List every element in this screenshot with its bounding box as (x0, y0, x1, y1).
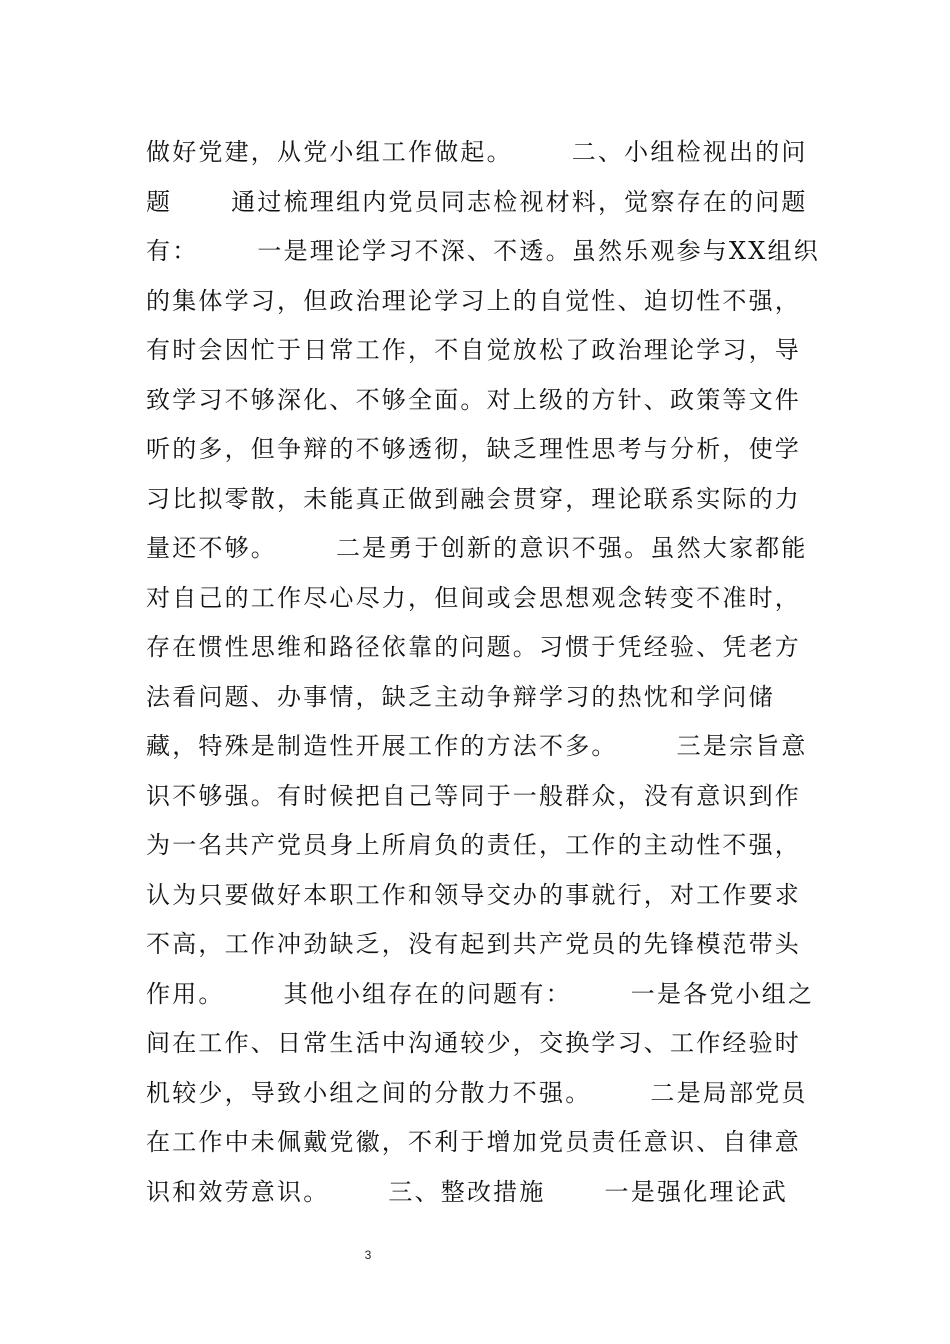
text-line: 藏，特殊是制造性开展工作的方法不多。 三是宗旨意 (146, 732, 808, 760)
text-line: 题 通过梳理组内党员同志检视材料，觉察存在的问题 (146, 187, 808, 216)
text-line: 在工作中未佩戴党徽，不利于增加党员责任意识、自律意 (146, 1128, 801, 1156)
text-line: 有： 一是理论学习不深、不透。虽然乐观参与XX组织 (146, 237, 820, 265)
page-number: 3 (364, 1248, 372, 1262)
text-line: 法看问题、办事情，缺乏主动争辩学习的热忱和学问储 (146, 682, 775, 711)
text-line: 识不够强。有时候把自己等同于一般群众，没有意识到作 (146, 781, 801, 810)
text-line: 认为只要做好本职工作和领导交办的事就行，对工作要求 (146, 880, 801, 909)
text-line: 为一名共产党员身上所肩负的责任，工作的主动性不强， (146, 831, 801, 859)
text-line: 间在工作、日常生活中沟通较少，交换学习、工作经验时 (146, 1029, 801, 1057)
text-line: 作用。 其他小组存在的问题有： 一是各党小组之 (146, 979, 815, 1008)
body-text (146, 128, 820, 1217)
text-line: 量还不够。 二是勇于创新的意识不强。虽然大家都能 (146, 534, 808, 562)
text-line: 存在惯性思维和路径依靠的问题。习惯于凭经验、凭老方 (146, 633, 801, 661)
text-line: 对自己的工作尽心尽力，但间或会思想观念转变不准时， (146, 583, 801, 612)
text-line: 机较少，导致小组之间的分散力不强。 二是局部党员 (146, 1078, 808, 1107)
text-line: 听的多，但争辩的不够透彻，缺乏理性思考与分析，使学 (146, 435, 801, 463)
text-line: 做好党建，从党小组工作做起。 二、小组检视出的问 (146, 138, 808, 166)
text-line: 识和效劳意识。 三、整改措施 一是强化理论武 (146, 1177, 788, 1206)
text-line: 不高，工作冲劲缺乏，没有起到共产党员的先锋模范带头 (146, 930, 801, 958)
text-line: 的集体学习，但政治理论学习上的自觉性、迫切性不强， (146, 286, 801, 315)
text-line: 致学习不够深化、不够全面。对上级的方针、政策等文件 (146, 385, 801, 414)
text-line: 有时会因忙于日常工作，不自觉放松了政治理论学习，导 (146, 336, 801, 364)
text-line: 习比拟零散，未能真正做到融会贯穿，理论联系实际的力 (146, 484, 801, 513)
